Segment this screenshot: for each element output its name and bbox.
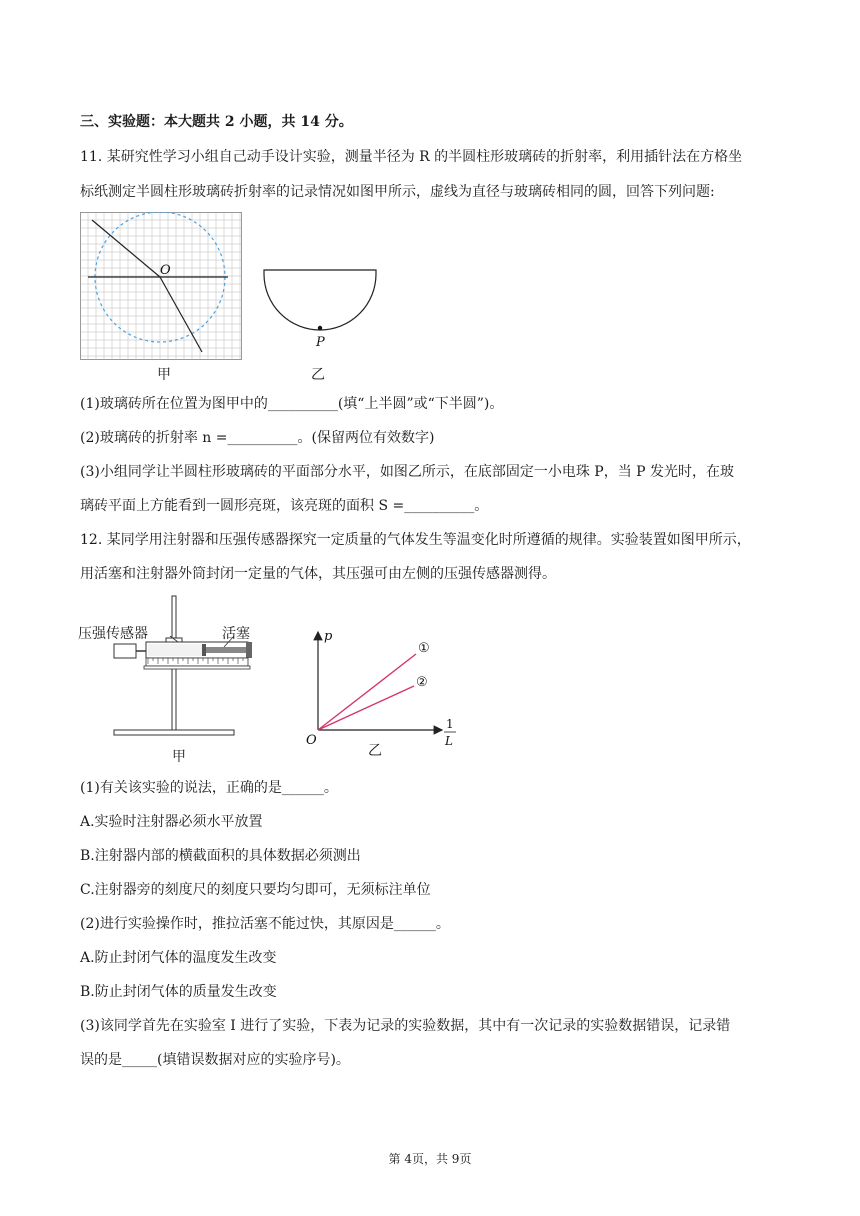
graph-ylabel: p [324,629,333,644]
piston-handle [246,642,252,658]
q12-sub1-option-a: A.实验时注射器必须水平放置 [80,814,263,830]
q12-fig-jia-caption: 甲 [172,749,186,765]
q12-figure-jia [74,594,274,744]
q11-figure-yi [260,266,382,352]
label-piston: 活塞 [222,626,250,642]
q12-sub1: (1)有关该实验的说法，正确的是______。 [80,780,338,796]
page-footer: 第 4页，共 9页 [388,1152,472,1166]
q11-stem-line1: 11. 某研究性学习小组自己动手设计实验，测量半径为 R 的半圆柱形玻璃砖的折射率，利用插针法在方格坐 [80,149,743,165]
grid-paper [80,212,242,360]
q11-sub3-line2: 璃砖平面上方能看到一圆形亮斑，该亮斑的面积 S =__________。 [80,498,489,514]
q11-fig-jia-caption: 甲 [157,367,171,383]
section-title: 三、实验题：本大题共 2 小题，共 14 分。 [80,114,353,130]
q12-sub2: (2)进行实验操作时，推拉活塞不能过快，其原因是______。 [80,916,450,932]
point-o-label: O [160,263,171,278]
incident-ray [92,220,160,277]
graph-origin: O [306,733,317,748]
light-bulb-p [318,326,322,330]
refracted-ray [160,277,202,352]
label-pressure-sensor: 压强传感器 [78,626,148,642]
stand-base [114,730,234,735]
gas-column [148,644,202,656]
q11-fig-yi-caption: 乙 [311,367,325,383]
q12-stem-line2: 用活塞和注射器外筒封闭一定量的气体，其压强可由左侧的压强传感器测得。 [80,566,556,582]
pressure-sensor-box [114,644,136,658]
q11-stem-line2: 标纸测定半圆柱形玻璃砖折射率的记录情况如图甲所示，虚线为直径与玻璃砖相同的圆，回答下列问题: [80,184,715,200]
piston-head [202,644,206,656]
q12-figure-yi [298,624,464,754]
half-cylinder [264,270,376,330]
q11-sub2: (2)玻璃砖的折射率 n =__________。(保留两位有效数字) [80,430,435,446]
q11-sub1: (1)玻璃砖所在位置为图甲中的__________(填“上半圆”或“下半圆”)。 [80,396,504,412]
point-p-label: P [316,335,325,350]
graph-xlabel-numerator: 1 [446,717,454,731]
q12-sub1-option-c: C.注射器旁的刻度尺的刻度只要均匀即可，无须标注单位 [80,882,431,898]
q12-sub1-option-b: B.注射器内部的横截面积的具体数据必须测出 [80,848,361,864]
piston-rod [206,647,246,653]
q12-sub2-option-a: A.防止封闭气体的温度发生改变 [80,950,277,966]
graph-xlabel-denominator: L [445,734,453,748]
q12-stem-line1: 12. 某同学用注射器和压强传感器探究一定质量的气体发生等温变化时所遵循的规律。实验装置如图甲所示， [80,532,751,548]
q12-fig-yi-caption: 乙 [368,743,382,759]
graph-line-2-label: ② [416,675,428,690]
q12-sub3-line1: (3)该同学首先在实验室 I 进行了实验，下表为记录的实验数据，其中有一次记录的实验数据错误，记录错 [80,1018,731,1034]
graph-line-1-label: ① [418,641,430,656]
q11-sub3-line1: (3)小组同学让半圆柱形玻璃砖的平面部分水平，如图乙所示，在底部固定一小电珠 P，当 P 发光时，在玻 [80,464,735,480]
q12-sub2-option-b: B.防止封闭气体的质量发生改变 [80,984,277,1000]
q12-sub3-line2: 误的是_____(填错误数据对应的实验序号)。 [80,1052,350,1068]
q11-figure-jia [80,212,242,360]
